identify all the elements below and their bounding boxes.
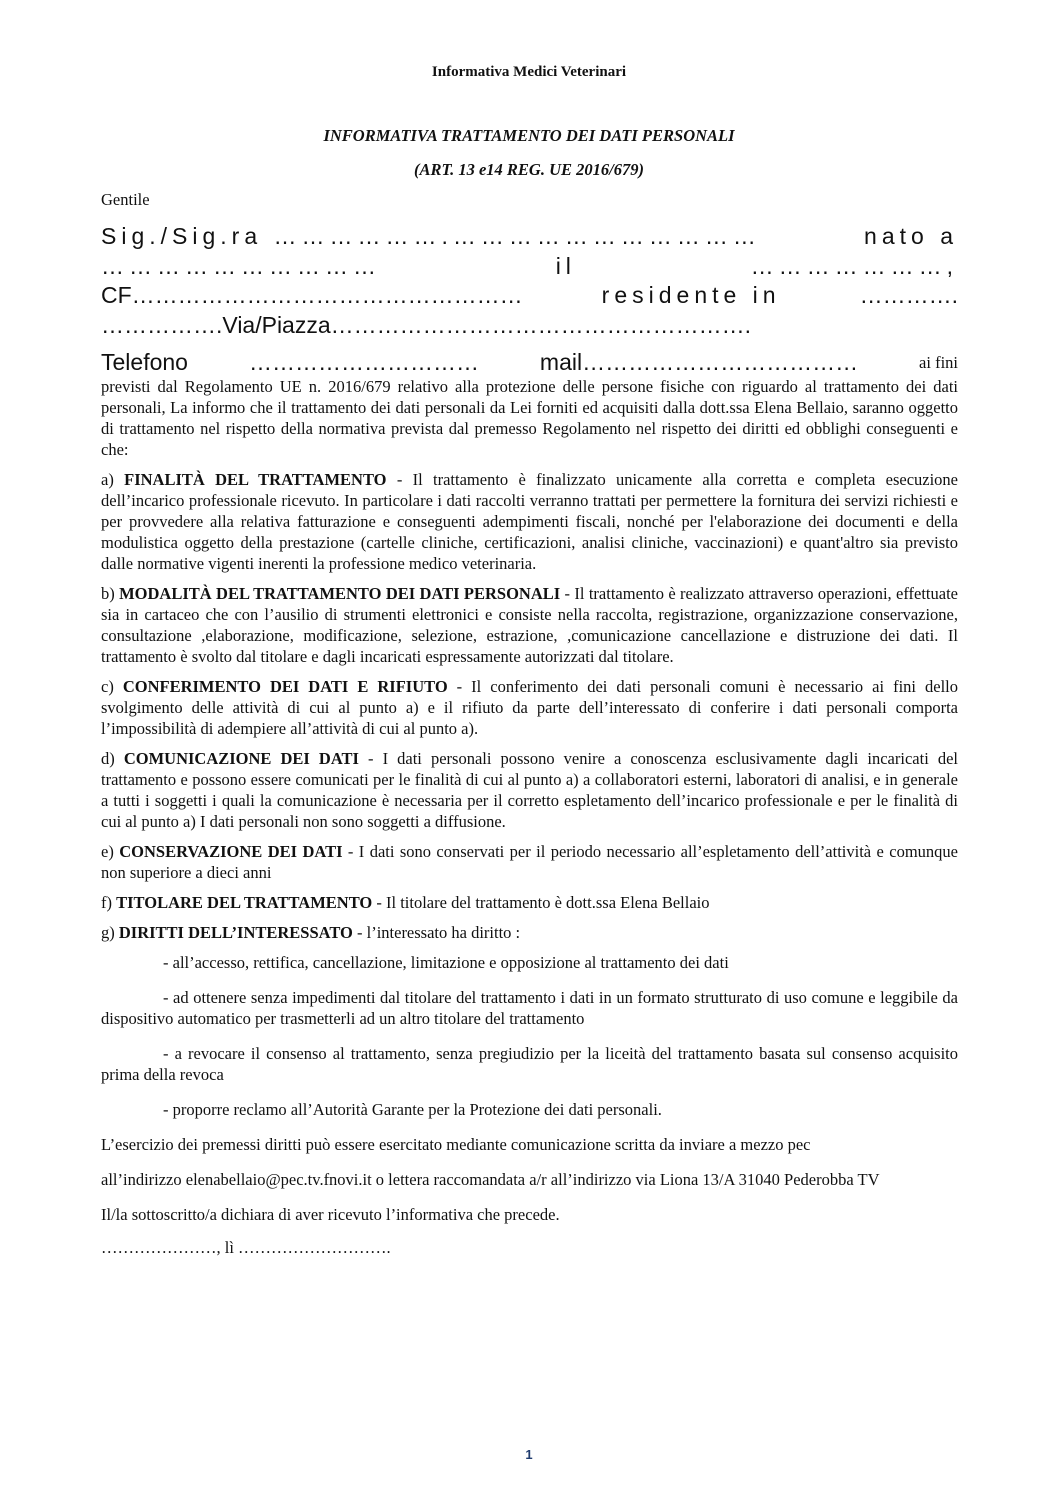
sections-list xyxy=(101,469,958,943)
section-text: - Il conferimento dei dati personali comuni è necessario ai fini dello svolgimento delle attività di cui al punto a) e il rifiuto da parte dell’interessato di conferire i dati personali comporta l’impossibilità di adempiere all’attività di cui al punto a). xyxy=(101,677,958,738)
residence-field: …………. xyxy=(859,282,958,308)
birthplace-label: nato a xyxy=(864,223,958,249)
section-letter: c) xyxy=(101,677,123,696)
name-field: Sig./Sig.ra ……………….…………………………… xyxy=(101,223,761,249)
page-number: 1 xyxy=(525,1447,533,1462)
section-paragraph xyxy=(101,676,958,739)
declaration-paragraph: Il/la sottoscritto/a dichiara di aver ricevuto l’informativa che precede. xyxy=(101,1205,560,1224)
birthplace-field: ………………………… xyxy=(101,252,381,279)
section-letter: b) xyxy=(101,584,120,603)
birthdate-label: il xyxy=(555,252,576,279)
section-paragraph xyxy=(101,583,958,667)
birthdate-field: …………………, xyxy=(750,252,958,279)
section-heading: CONSERVAZIONE DEI DATI xyxy=(119,842,343,861)
section-letter: d) xyxy=(101,749,124,768)
document-body xyxy=(101,189,958,1267)
cf-field: CF…………………………………………… xyxy=(101,282,523,308)
document-subtitle: (ART. 13 e14 REG. UE 2016/679) xyxy=(414,160,644,179)
personal-data-form xyxy=(101,222,958,340)
right-item: - ad ottenere senza impedimenti dal titolare del trattamento i dati in un formato strutturato di uso comune e leggibile da dispositivo automatico per trasmetterli ad un altro titolare del trattamento xyxy=(101,988,958,1028)
exercise-paragraph: L’esercizio dei premessi diritti può essere esercitato mediante comunicazione scritta da inviare a mezzo pec xyxy=(101,1135,811,1154)
phone-label: Telefono xyxy=(101,349,188,375)
place-date-line: …………………, lì ………………………. xyxy=(101,1238,391,1257)
salutation: Gentile xyxy=(101,190,150,209)
section-letter: a) xyxy=(101,470,125,489)
form-row-contact xyxy=(101,349,958,376)
section-paragraph xyxy=(101,469,958,574)
document-title: INFORMATIVA TRATTAMENTO DEI DATI PERSONALI xyxy=(323,126,735,145)
address-paragraph: all’indirizzo elenabellaio@pec.tv.fnovi.it o lettera raccomandata a/r all’indirizzo via Liona 13/A 31040 Pederobba TV xyxy=(101,1170,880,1189)
section-heading: TITOLARE DEL TRATTAMENTO xyxy=(116,893,373,912)
section-paragraph xyxy=(101,748,958,832)
section-text: - Il titolare del trattamento è dott.ssa Elena Bellaio xyxy=(372,893,710,912)
section-heading: COMUNICAZIONE DEI DATI xyxy=(123,749,359,768)
residence-label: residente in xyxy=(601,282,781,308)
section-heading: MODALITÀ DEL TRATTAMENTO DEI DATI PERSONALI xyxy=(119,584,561,603)
section-paragraph xyxy=(101,922,958,943)
form-row-name xyxy=(101,222,958,252)
form-row-birth xyxy=(101,252,958,282)
form-row-address xyxy=(101,311,958,341)
section-text: - I dati sono conservati per il periodo necessario all’espletamento dell’attività e comunque non superiore a dieci anni xyxy=(101,842,958,882)
form-row-cf xyxy=(101,281,958,311)
mail-field: mail……………………………… xyxy=(539,349,859,375)
rights-list xyxy=(101,952,958,1120)
intro-paragraph: previsti dal Regolamento UE n. 2016/679 relativo alla protezione delle persone fisiche con riguardo al trattamento dei dati personali, La informo che il trattamento dei dati personali da Lei forniti ed acquisiti dalla dott.ssa Elena Bellaio, saranno oggetto di trattamento nel rispetto della normativa prevista dal premesso Regolamento nel rispetto dei diritti ed obblighi conseguenti e che: xyxy=(101,377,958,459)
section-heading: FINALITÀ DEL TRATTAMENTO xyxy=(124,470,387,489)
section-text: - l’interessato ha diritto : xyxy=(352,923,521,942)
section-heading: DIRITTI DELL’INTERESSATO xyxy=(118,923,353,942)
right-item: - a revocare il consenso al trattamento, senza pregiudizio per la liceità del trattamento basata sul consenso acquisito prima della revoca xyxy=(101,1044,958,1084)
right-item: - proporre reclamo all’Autorità Garante per la Protezione dei dati personali. xyxy=(163,1100,662,1119)
section-text: - Il trattamento è realizzato attraverso operazioni, effettuate sia in cartaceo che con l’ausilio di strumenti elettronici e consiste nella raccolta, registrazione, organizzazione conservazione, consultazione ,elaborazione, modificazione, selezione, estrazione, ,comunicazione cancellazione e distruzione dei dati. Il trattamento è svolto dal titolare e dagli incaricati espressamente autorizzati dal titolare. xyxy=(101,584,958,666)
section-letter: e) xyxy=(101,842,120,861)
section-heading: CONFERIMENTO DEI DATI E RIFIUTO xyxy=(122,677,448,696)
section-text: - I dati personali possono venire a conoscenza esclusivamente dagli incaricati del trattamento e possono essere comunicati per le finalità di cui al punto a) a collaboratori esterni, laboratori di analisi, e in generale a tutti i soggetti i quali la comunicazione è necessaria per il corretto espletamento dell’incarico professionale e per le finalità di cui al punto a) I dati personali non sono soggetti a diffusione. xyxy=(101,749,959,831)
section-paragraph xyxy=(101,892,958,913)
phone-field: ………………………… xyxy=(248,349,479,375)
page-header: Informativa Medici Veterinari xyxy=(431,64,627,80)
section-letter: f) xyxy=(101,893,117,912)
right-item: - all’accesso, rettifica, cancellazione, limitazione e opposizione al trattamento dei dati xyxy=(163,953,729,972)
section-letter: g) xyxy=(101,923,119,942)
section-paragraph xyxy=(101,841,958,883)
intro-start: ai fini xyxy=(919,353,958,372)
address-field: …………….Via/Piazza………………………………………………. xyxy=(101,311,752,338)
section-text: - Il trattamento è finalizzato unicamente alla corretta e completa esecuzione dell’incarico professionale ricevuto. In particolare i dati raccolti verranno trattati per permettere la fornitura dei servizi richiesti e per provvedere alla relativa fatturazione e conseguenti adempimenti fiscali, nonché per l'elaborazione dei documenti e della modulistica oggetto della prestazione (cartelle cliniche, certificazioni, analisi cliniche, vaccinazioni) e quant'altro sia previsto dalle normative vigenti inerenti la professione medico veterinaria. xyxy=(101,470,958,573)
